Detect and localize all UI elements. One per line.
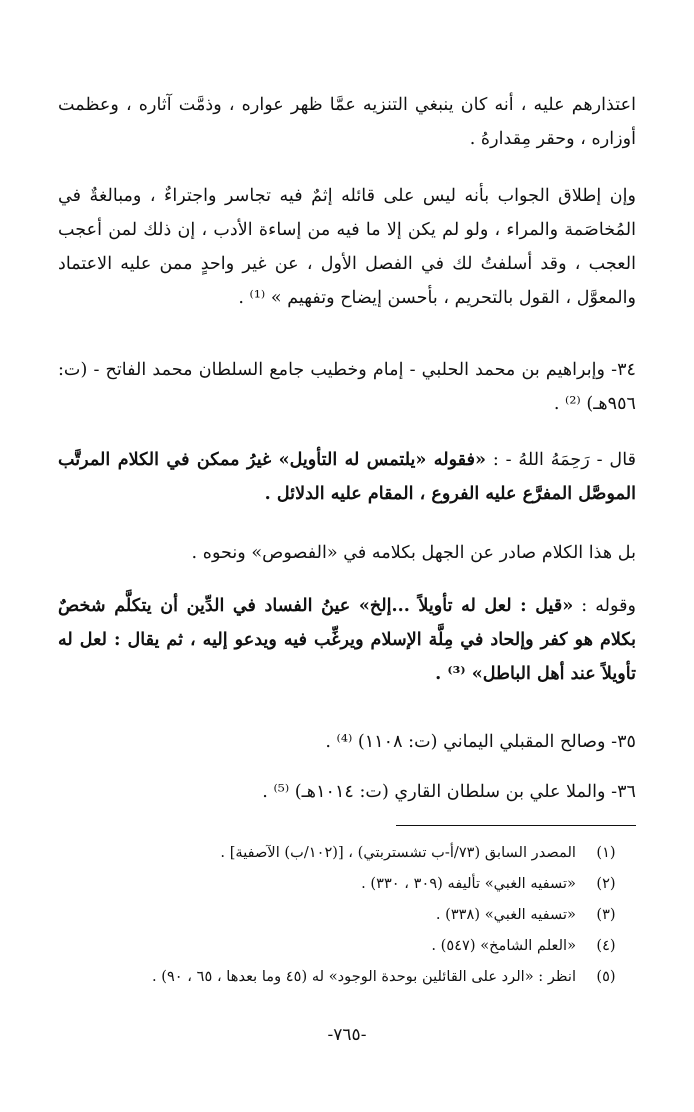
paragraph-entry-36: ٣٦- والملا علي بن سلطان القاري (ت: ١٠١٤هـ) ⁽⁵⁾ .	[262, 782, 636, 802]
footnote-1	[58, 843, 636, 863]
paragraph-1: اعتذارهم عليه ، أنه كان ينبغي التنزيه عمَّا ظهر عواره ، وذمَّت آثاره ، وعظمت أوزاره ، وحقر مِقدارهُ .	[58, 95, 636, 149]
footnote-text: المصدر السابق (٧٣/أ-ب تشستربتي) ، [(١٠٢/ب) الآصفية] .	[220, 844, 576, 861]
footnote-number: (٤)	[596, 937, 616, 954]
footnote-4	[58, 936, 636, 956]
footnote-separator	[396, 825, 636, 826]
footnote-2	[58, 874, 636, 894]
paragraph-2: وإن إطلاق الجواب بأنه ليس على قائله إثمٌ فيه تجاسر واجتراءٌ ، ومبالغةٌ في المُخاصَمة والمراء ، ولو لم يكن إلا ما فيه من إساءة الأدب ، إن ذلك لمن أعجب العجب ، وقد أسلفتُ لك في الفصل الأول ، عن غير واحدٍ ممن عليه الاعتماد والمعوَّل ، القول بالتحريم ، بأحسن إيضاح وتفهيم » ⁽¹⁾ .	[58, 186, 636, 308]
paragraph-quote-1	[58, 443, 636, 511]
footnote-text: «تسفيه الغبي» تأليفه (٣٠٩ ، ٣٣٠) .	[361, 875, 576, 892]
quote-bold: «فقوله «يلتمس له التأويل» غيرُ ممكن في الكلام المرتَّب الموصَّل المفرَّع عليه الفروع ، المقام عليه الدلائل .	[58, 449, 636, 504]
paragraph-entry-35: ٣٥- وصالح المقبلي اليماني (ت: ١١٠٨) ⁽⁴⁾ .	[325, 732, 636, 752]
footnote-text: انظر : «الرد على القائلين بوحدة الوجود» له (٤٥ وما بعدها ، ٦٥ ، ٩٠) .	[151, 968, 576, 985]
footnote-number: (٣)	[596, 906, 616, 923]
footnote-text: «تسفيه الغبي» (٣٣٨) .	[435, 906, 576, 923]
footnote-number: (١)	[596, 844, 616, 861]
paragraph-entry-34: ٣٤- وإبراهيم بن محمد الحلبي - إمام وخطيب جامع السلطان محمد الفاتح - (ت: ٩٥٦هـ) ⁽²⁾ .	[58, 360, 636, 414]
footnote-3	[58, 905, 636, 925]
footnote-text: «العلم الشامخ» (٥٤٧) .	[431, 937, 576, 954]
quote-bold: «قيل : لعل له تأويلاً ...إلخ» عينُ الفساد في الدِّين أن يتكلَّم شخصٌ بكلام هو كفر وإلحاد في مِلَّة الإسلام ويرغِّب فيه ويدعو إليه ، ثم يقال : لعل له تأويلاً عند أهل الباطل» ⁽³⁾ .	[58, 595, 636, 684]
page-number: -٧٦٥-	[327, 1025, 367, 1045]
paragraph-quote-2	[58, 589, 636, 691]
quote-intro: وقوله :	[573, 596, 636, 616]
footnote-5	[58, 967, 636, 987]
footnote-number: (٢)	[596, 875, 616, 892]
quote-intro: قال - رَحِمَهُ اللهُ - :	[486, 450, 636, 470]
paragraph-3: بل هذا الكلام صادر عن الجهل بكلامه في «الفصوص» ونحوه .	[191, 543, 636, 563]
footnote-number: (٥)	[596, 968, 616, 985]
